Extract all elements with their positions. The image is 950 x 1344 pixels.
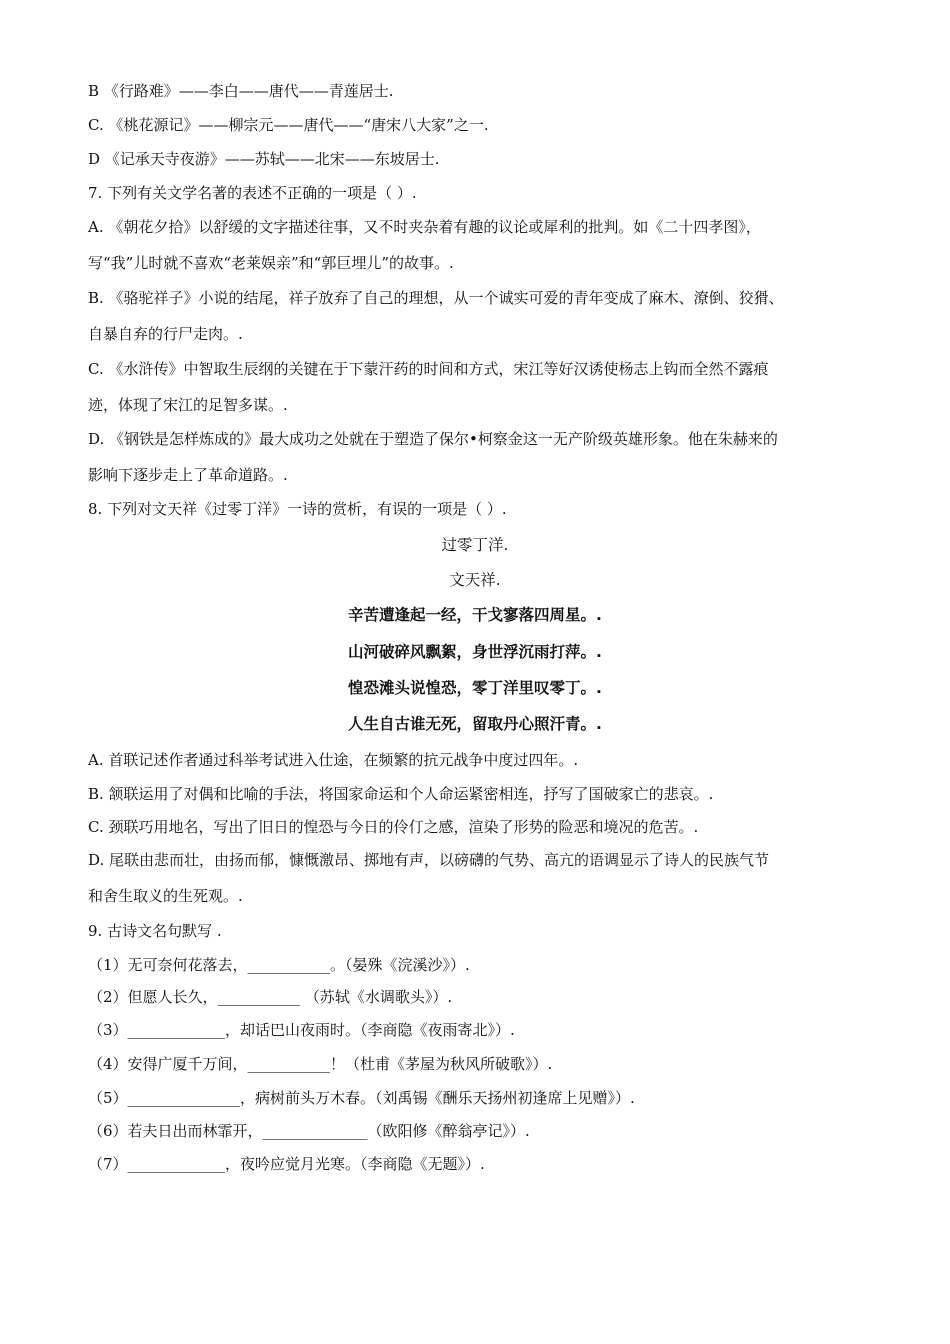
q6-option-d: D 《记承天寺夜游》——苏轼——北宋——东坡居士. <box>88 150 440 168</box>
poem-line-2: 山河破碎风飘絮，身世浮沉雨打萍。. <box>348 643 602 661</box>
q6-option-b: B 《行路难》——李白——唐代——青莲居士. <box>88 82 394 100</box>
q7-option-d-line2: 影响下逐步走上了革命道路。. <box>88 466 288 484</box>
q7-option-b-line1: B. 《骆驼祥子》小说的结尾，祥子放弃了自己的理想，从一个诚实可爱的青年变成了麻木、潦倒、狡猾、 <box>88 289 784 307</box>
q9-stem: 9. 古诗文名句默写 . <box>88 922 222 940</box>
q7-stem: 7. 下列有关文学名著的表述不正确的一项是（ ）. <box>88 184 417 202</box>
q7-option-a-line2: 写“我”儿时就不喜欢“老莱娱亲”和“郭巨埋儿”的故事。. <box>88 254 454 272</box>
q6-option-c: C. 《桃花源记》——柳宗元——唐代——“唐宋八大家”之一. <box>88 116 489 134</box>
q7-option-c-line2: 迹，体现了宋江的足智多谋。. <box>88 396 288 414</box>
q9-item-3: （3）_____________，却话巴山夜雨时。（李商隐《夜雨寄北》）. <box>88 1021 515 1039</box>
q7-option-b-line2: 自暴自弃的行尸走肉。. <box>88 325 243 343</box>
poem-title: 过零丁洋. <box>441 536 509 554</box>
poem-line-4: 人生自古谁无死，留取丹心照汗青。. <box>348 715 602 733</box>
q8-option-c: C. 颈联巧用地名，写出了旧日的惶恐与今日的伶仃之感，渲染了形势的险恶和境况的危苦。. <box>88 818 699 836</box>
q8-option-d-line1: D. 尾联由悲而壮，由扬而郁，慷慨激昂、掷地有声，以磅礴的气势、高亢的语调显示了诗人的民族气节 <box>88 851 770 869</box>
q7-option-a-line1: A. 《朝花夕拾》以舒缓的文字描述往事，又不时夹杂着有趣的议论或犀利的批判。如《二十四孝图》， <box>88 218 761 236</box>
q9-item-6: （6）若夫日出而林霏开，______________（欧阳修《醉翁亭记》）. <box>88 1122 530 1140</box>
q9-item-5: （5）_______________，病树前头万木春。（刘禹锡《酬乐天扬州初逢席上见赠》）. <box>88 1089 635 1107</box>
q9-item-4: （4）安得广厦千万间，___________！（杜甫《茅屋为秋风所破歌》）. <box>88 1055 553 1073</box>
q8-option-a: A. 首联记述作者通过科举考试进入仕途，在频繁的抗元战争中度过四年。. <box>88 751 579 769</box>
poem-line-3: 惶恐滩头说惶恐，零丁洋里叹零丁。. <box>348 679 602 697</box>
q9-item-2: （2）但愿人长久，___________ （苏轼《水调歌头》）. <box>88 988 453 1006</box>
q9-item-1: （1）无可奈何花落去，___________。（晏殊《浣溪沙》）. <box>88 956 470 974</box>
q8-option-d-line2: 和舍生取义的生死观。. <box>88 887 243 905</box>
q9-item-7: （7）_____________，夜吟应觉月光寒。（李商隐《无题》）. <box>88 1155 485 1173</box>
poem-author: 文天祥. <box>449 571 501 589</box>
poem-line-1: 辛苦遭逢起一经，干戈寥落四周星。. <box>348 606 602 624</box>
q7-option-d-line1: D. 《钢铁是怎样炼成的》最大成功之处就在于塑造了保尔•柯察金这一无产阶级英雄形象。他在朱赫来的 <box>88 430 778 448</box>
q7-option-c-line1: C. 《水浒传》中智取生辰纲的关键在于下蒙汗药的时间和方式，宋江等好汉诱使杨志上钩而全然不露痕 <box>88 360 769 378</box>
q8-stem: 8. 下列对文天祥《过零丁洋》一诗的赏析，有误的一项是（ ）. <box>88 500 507 518</box>
q8-option-b: B. 颔联运用了对偶和比喻的手法，将国家命运和个人命运紧密相连，抒写了国破家亡的悲哀。. <box>88 785 714 803</box>
